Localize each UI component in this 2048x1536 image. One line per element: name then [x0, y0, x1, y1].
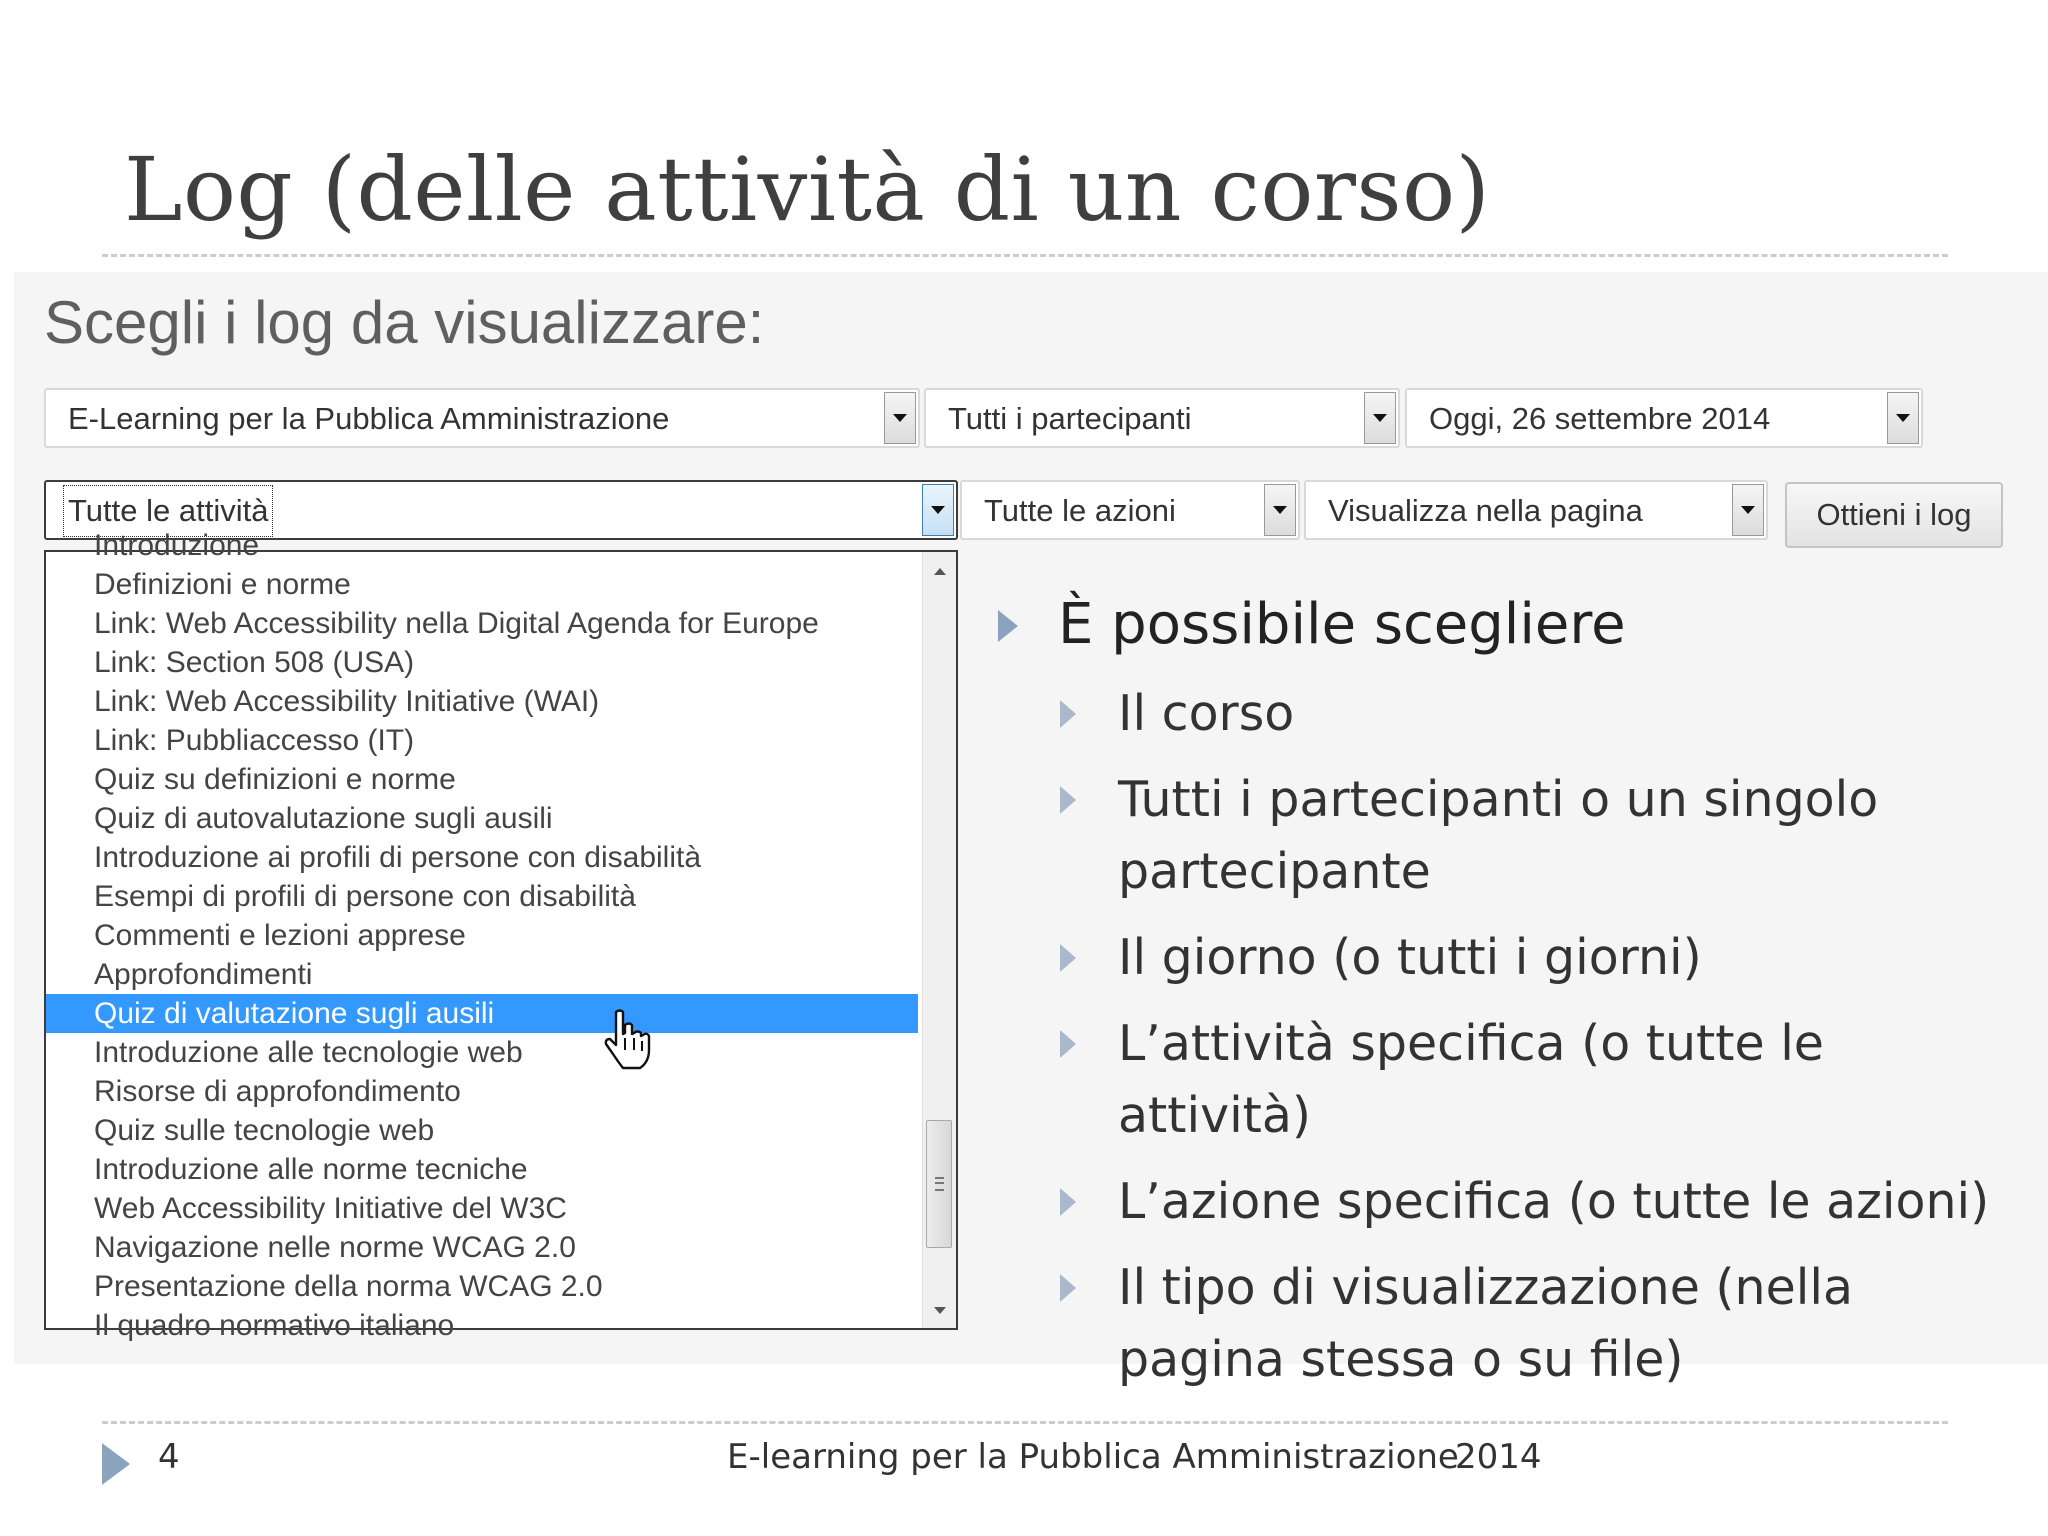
course-select-value: E-Learning per la Pubblica Amministrazione — [68, 401, 670, 436]
list-item[interactable]: Introduzione ai profili di persone con disabilità — [94, 841, 702, 874]
bullet-item-continuation: attività) — [1118, 1087, 1312, 1144]
list-item[interactable]: Introduzione alle norme tecniche — [94, 1153, 528, 1186]
list-item[interactable]: Presentazione della norma WCAG 2.0 — [94, 1270, 603, 1303]
bullet-item: Tutti i partecipanti o un singolo — [1118, 771, 1879, 828]
list-item[interactable]: Web Accessibility Initiative del W3C — [94, 1192, 567, 1225]
list-item[interactable]: Esempi di profili di persone con disabilità — [94, 880, 636, 913]
footer-course-name: E-learning per la Pubblica Amministrazione — [727, 1437, 1459, 1477]
bullet-triangle-icon — [1060, 700, 1076, 728]
slide-title: Log (delle attività di un corso) — [124, 138, 1491, 241]
list-item[interactable]: Quiz su definizioni e norme — [94, 763, 456, 796]
list-item[interactable]: Quiz di autovalutazione sugli ausili — [94, 802, 553, 835]
list-item[interactable]: Il quadro normativo italiano — [94, 1309, 455, 1342]
title-divider — [102, 254, 1948, 257]
bullet-item-continuation: partecipante — [1118, 843, 1431, 900]
activity-dropdown-list[interactable] — [44, 529, 958, 1342]
bullet-triangle-icon — [1060, 944, 1076, 972]
participants-select[interactable] — [924, 388, 1400, 448]
list-item[interactable]: Link: Web Accessibility nella Digital Agenda for Europe — [94, 607, 819, 640]
bullet-item: Il corso — [1118, 685, 1295, 742]
bullet-item: Il tipo di visualizzazione (nella — [1118, 1259, 1853, 1316]
scroll-up-arrow-icon[interactable] — [934, 568, 946, 575]
dropdown-arrow-icon[interactable] — [1264, 484, 1296, 536]
list-item[interactable]: Introduzione — [94, 529, 260, 562]
participants-select-value: Tutti i partecipanti — [948, 401, 1192, 436]
footer-triangle-icon — [102, 1443, 130, 1485]
display-select-value: Visualizza nella pagina — [1328, 493, 1643, 528]
list-item[interactable]: Introduzione alle tecnologie web — [94, 1036, 523, 1069]
bullet-item-continuation: pagina stessa o su file) — [1118, 1331, 1684, 1388]
bullet-item: L’azione specifica (o tutte le azioni) — [1118, 1173, 1990, 1230]
scrollbar-thumb[interactable] — [926, 1120, 952, 1248]
list-scrollbar[interactable] — [922, 552, 956, 1328]
display-select[interactable] — [1304, 480, 1768, 540]
date-select[interactable] — [1405, 388, 1923, 448]
bullet-triangle-icon — [1060, 1188, 1076, 1216]
bullet-triangle-icon — [1060, 1030, 1076, 1058]
list-item[interactable]: Definizioni e norme — [94, 568, 351, 601]
bullet-triangle-icon — [1060, 1274, 1076, 1302]
dropdown-arrow-icon[interactable] — [884, 392, 916, 444]
actions-select[interactable] — [960, 480, 1300, 540]
dropdown-arrow-icon[interactable] — [922, 484, 954, 536]
list-item[interactable]: Navigazione nelle norme WCAG 2.0 — [94, 1231, 576, 1264]
list-item[interactable]: Commenti e lezioni apprese — [94, 919, 466, 952]
list-item[interactable]: Link: Pubbliaccesso (IT) — [94, 724, 415, 757]
scroll-down-arrow-icon[interactable] — [934, 1307, 946, 1314]
bullet-triangle-icon — [1060, 786, 1076, 814]
activity-option-list — [46, 526, 918, 1345]
list-item[interactable]: Link: Web Accessibility Initiative (WAI) — [94, 685, 600, 718]
footer-year: 2014 — [1455, 1437, 1542, 1477]
hand-pointer-icon — [602, 1008, 648, 1072]
list-item[interactable]: Risorse di approfondimento — [94, 1075, 461, 1108]
bullet-main: È possibile scegliere — [1058, 592, 1626, 657]
dropdown-arrow-icon[interactable] — [1732, 484, 1764, 536]
page-number: 4 — [158, 1437, 180, 1477]
list-item[interactable]: Quiz sulle tecnologie web — [94, 1114, 435, 1147]
get-logs-button[interactable]: Ottieni i log — [1785, 482, 2003, 548]
bullet-triangle-icon — [998, 610, 1018, 642]
activity-select-value: Tutte le attività — [60, 482, 276, 540]
date-select-value: Oggi, 26 settembre 2014 — [1429, 401, 1771, 436]
log-form-heading: Scegli i log da visualizzare: — [44, 289, 765, 356]
list-item-selected[interactable]: Quiz di valutazione sugli ausili — [46, 994, 918, 1033]
list-item[interactable]: Approfondimenti — [94, 958, 313, 991]
actions-select-value: Tutte le azioni — [984, 493, 1176, 528]
course-select[interactable] — [44, 388, 920, 448]
list-item[interactable]: Link: Section 508 (USA) — [94, 646, 415, 679]
dropdown-arrow-icon[interactable] — [1887, 392, 1919, 444]
bullet-item: Il giorno (o tutti i giorni) — [1118, 929, 1702, 986]
footer-divider — [102, 1421, 1948, 1424]
dropdown-arrow-icon[interactable] — [1364, 392, 1396, 444]
bullet-item: L’attività specifica (o tutte le — [1118, 1015, 1824, 1072]
